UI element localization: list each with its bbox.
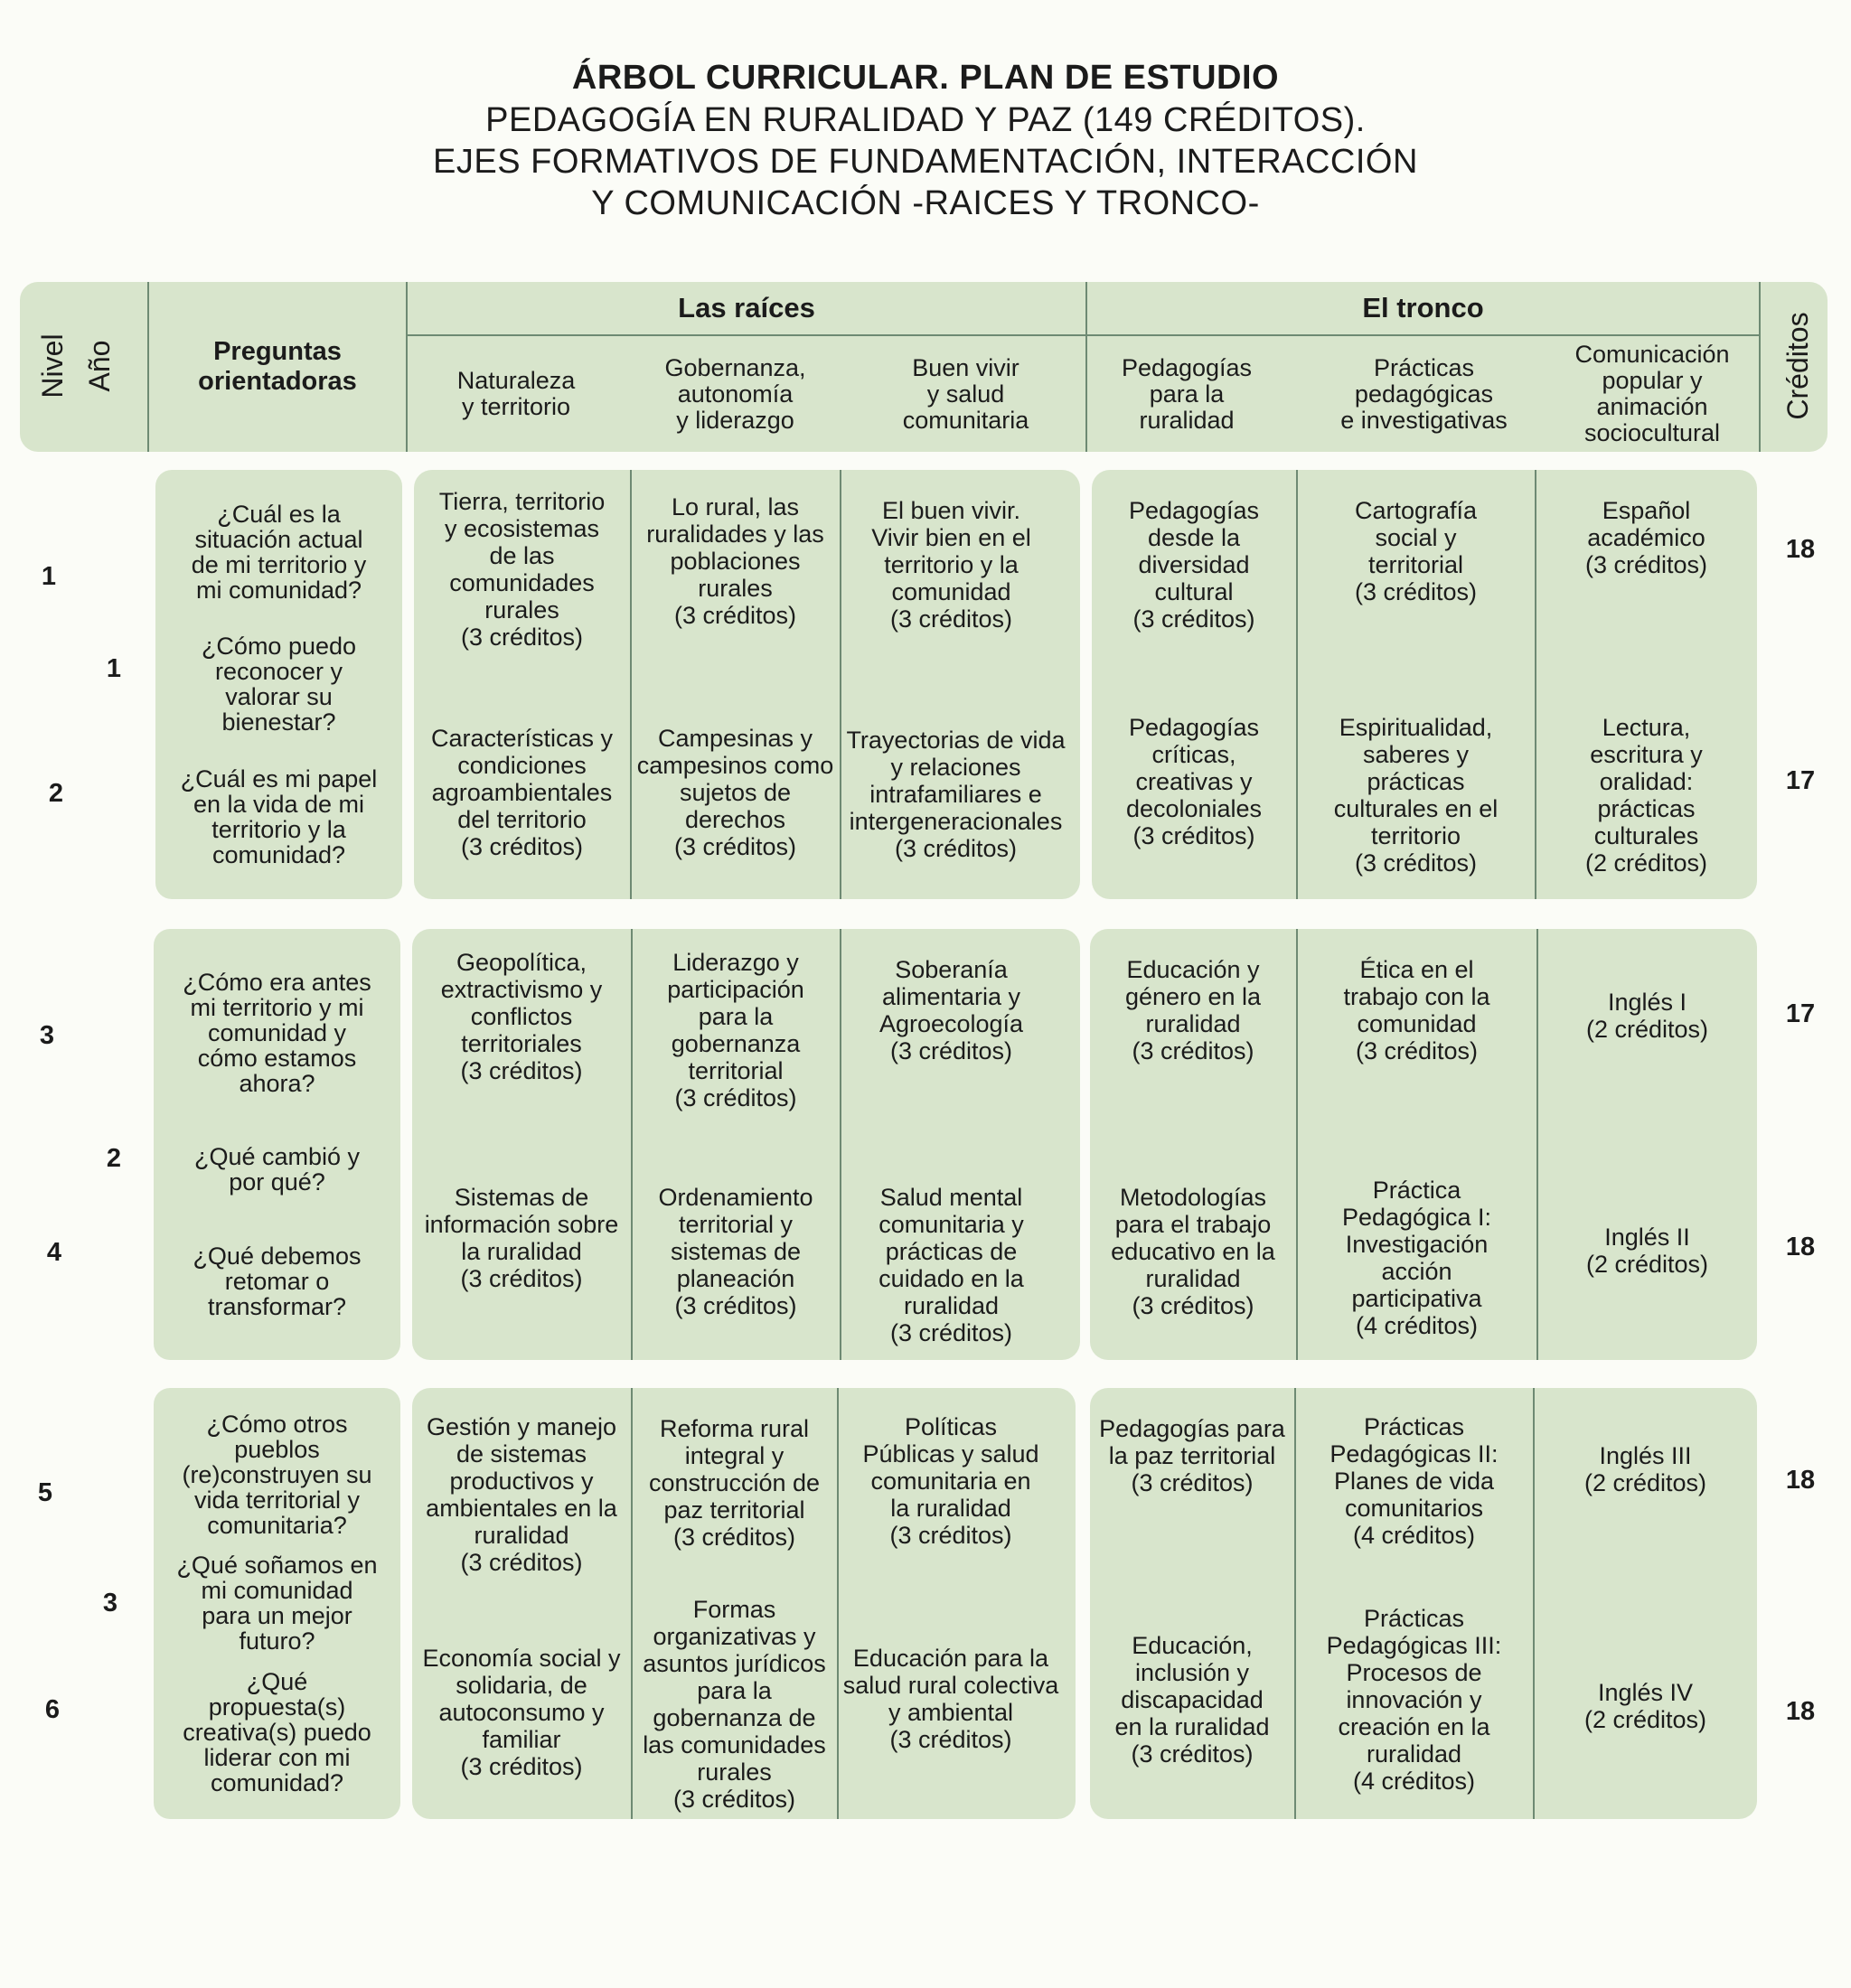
course-cell: Cartografía social y territorial (3 créditos) — [1354, 497, 1478, 605]
header-col-naturaleza: Naturaleza y territorio — [456, 367, 576, 420]
page-subtitle-line-1: PEDAGOGÍA EN RURALIDAD Y PAZ (149 CRÉDITOS). — [485, 101, 1366, 139]
questions-year-3 — [154, 1388, 400, 1819]
creditos-value: 18 — [1785, 1466, 1816, 1495]
page-subtitle-line-2: EJES FORMATIVOS DE FUNDAMENTACIÓN, INTERACCIÓN — [433, 143, 1418, 181]
nivel-number: 3 — [39, 1021, 55, 1050]
anio-number: 1 — [106, 654, 122, 683]
page-title: ÁRBOL CURRICULAR. PLAN DE ESTUDIO — [571, 59, 1280, 97]
course-cell: Español académico (3 créditos) — [1584, 497, 1708, 578]
question: ¿Qué cambió y por qué? — [193, 1143, 361, 1196]
question: ¿Cómo otros pueblos (re)construyen su vida territorial y comunitaria? — [182, 1411, 372, 1540]
course-cell: Pedagogías desde la diversidad cultural (3 créditos) — [1128, 497, 1260, 633]
course-cell: Lo rural, las ruralidades y las poblaciones rurales (3 créditos) — [646, 493, 824, 629]
header-group-tronco: El tronco — [1362, 292, 1484, 324]
questions-year-1 — [155, 470, 402, 899]
course-cell: Educación, inclusión y discapacidad en la ruralidad (3 créditos) — [1114, 1632, 1270, 1768]
page-title-block — [0, 56, 1851, 224]
header-col-buen-vivir: Buen vivir y salud comunitaria — [902, 353, 1029, 434]
course-cell: Inglés IV (2 créditos) — [1583, 1679, 1707, 1733]
course-cell: Educación y género en la ruralidad (3 créditos) — [1124, 956, 1262, 1064]
course-cell: Pedagogías críticas, creativas y decoloniales (3 créditos) — [1125, 714, 1263, 849]
course-cell: Práctica Pedagógica I: Investigación acción participativa (4 créditos) — [1341, 1177, 1492, 1339]
course-cell: Salud mental comunitaria y prácticas de cuidado en la ruralidad (3 créditos) — [879, 1184, 1024, 1346]
anio-number: 2 — [106, 1144, 122, 1173]
course-cell: Prácticas Pedagógicas II: Planes de vida comunitarios (4 créditos) — [1330, 1413, 1499, 1549]
question: ¿Cuál es mi papel en la vida de mi territorio y la comunidad? — [180, 764, 378, 868]
course-cell: Prácticas Pedagógicas III: Procesos de innovación y creación en la ruralidad (4 créditos) — [1326, 1605, 1502, 1795]
header-nivel: Nivel — [35, 333, 69, 399]
course-cell: Campesinas y campesinos como sujetos de derechos (3 créditos) — [636, 725, 834, 860]
question: ¿Qué soñamos en mi comunidad para un mejor futuro? — [176, 1552, 378, 1655]
course-cell: Ordenamiento territorial y sistemas de planeación (3 créditos) — [658, 1184, 813, 1319]
question: ¿Cómo puedo reconocer y valorar su bienestar? — [201, 633, 357, 736]
course-cell: Geopolítica, extractivismo y conflictos territoriales (3 créditos) — [440, 949, 603, 1084]
header-col-comunicacion: Comunicación popular y animación sociocultural — [1574, 341, 1730, 446]
course-cell: Inglés I (2 créditos) — [1585, 989, 1709, 1043]
header-col-practicas: Prácticas pedagógicas e investigativas — [1340, 353, 1508, 434]
course-cell: Políticas Públicas y salud comunitaria en la ruralidad (3 créditos) — [862, 1413, 1039, 1549]
header-col-gobernanza: Gobernanza, autonomía y liderazgo — [664, 353, 806, 434]
course-cell: Espiritualidad, saberes y prácticas culturales en el territorio (3 créditos) — [1333, 714, 1499, 877]
course-cell: Trayectorias de vida y relaciones intrafamiliares e intergeneracionales (3 créditos) — [846, 727, 1066, 862]
course-cell: Inglés III (2 créditos) — [1583, 1442, 1707, 1496]
anio-number: 3 — [102, 1589, 118, 1618]
question: ¿Cómo era antes mi territorio y mi comunidad y cómo estamos ahora? — [183, 968, 371, 1097]
creditos-value: 18 — [1785, 1233, 1816, 1261]
course-cell: Ética en el trabajo con la comunidad (3 créditos) — [1343, 956, 1490, 1064]
page-subtitle-line-3: Y COMUNICACIÓN -RAICES Y TRONCO- — [591, 184, 1260, 222]
creditos-value: 18 — [1785, 535, 1816, 564]
course-cell: Lectura, escritura y oralidad: prácticas culturales (2 créditos) — [1584, 714, 1708, 877]
course-cell: Liderazgo y participación para la gobernanza territorial (3 créditos) — [667, 949, 804, 1111]
creditos-value: 17 — [1785, 766, 1816, 795]
question: ¿Cuál es la situación actual de mi territorio y mi comunidad? — [191, 501, 367, 605]
header-group-raices: Las raíces — [678, 292, 815, 324]
questions-year-2 — [154, 929, 400, 1360]
header-creditos: Créditos — [1781, 312, 1814, 420]
question: ¿Qué propuesta(s) creativa(s) puedo liderar con mi comunidad? — [183, 1667, 371, 1796]
nivel-number: 2 — [48, 779, 64, 808]
creditos-value: 18 — [1785, 1697, 1816, 1726]
course-cell: Reforma rural integral y construcción de paz territorial (3 créditos) — [648, 1415, 821, 1551]
course-cell: Soberanía alimentaria y Agroecología (3 créditos) — [879, 956, 1024, 1064]
header-divider — [1759, 282, 1761, 452]
course-cell: Metodologías para el trabajo educativo en la ruralidad (3 créditos) — [1111, 1184, 1275, 1319]
course-cell: Tierra, territorio y ecosistemas de las comunidades rurales (3 créditos) — [438, 488, 606, 651]
course-cell: Gestión y manejo de sistemas productivos y ambientales en la ruralidad (3 créditos) — [426, 1413, 617, 1576]
course-cell: El buen vivir. Vivir bien en el territorio y la comunidad (3 créditos) — [871, 497, 1031, 633]
course-cell: Pedagogías para la paz territorial (3 créditos) — [1099, 1415, 1285, 1496]
course-cell: Características y condiciones agroambientales del territorio (3 créditos) — [430, 725, 614, 860]
nivel-number: 1 — [41, 562, 57, 591]
nivel-number: 5 — [37, 1478, 53, 1507]
course-cell: Formas organizativas y asuntos jurídicos para la gobernanza de las comunidades rurales (3 créditos) — [643, 1596, 826, 1813]
course-cell: Sistemas de información sobre la ruralidad (3 créditos) — [424, 1184, 619, 1292]
course-cell: Educación para la salud rural colectiva y ambiental (3 créditos) — [842, 1645, 1059, 1753]
header-anio: Año — [82, 340, 116, 392]
creditos-value: 17 — [1785, 999, 1816, 1028]
course-cell: Inglés II (2 créditos) — [1585, 1224, 1709, 1278]
course-cell: Economía social y solidaria, de autoconsumo y familiar (3 créditos) — [422, 1645, 621, 1780]
header-col-pedagogias: Pedagogías para la ruralidad — [1121, 353, 1253, 434]
header-preguntas: Preguntas orientadoras — [198, 337, 357, 396]
nivel-number: 4 — [46, 1238, 62, 1267]
question: ¿Qué debemos retomar o transformar? — [193, 1242, 362, 1321]
nivel-number: 6 — [44, 1695, 61, 1724]
